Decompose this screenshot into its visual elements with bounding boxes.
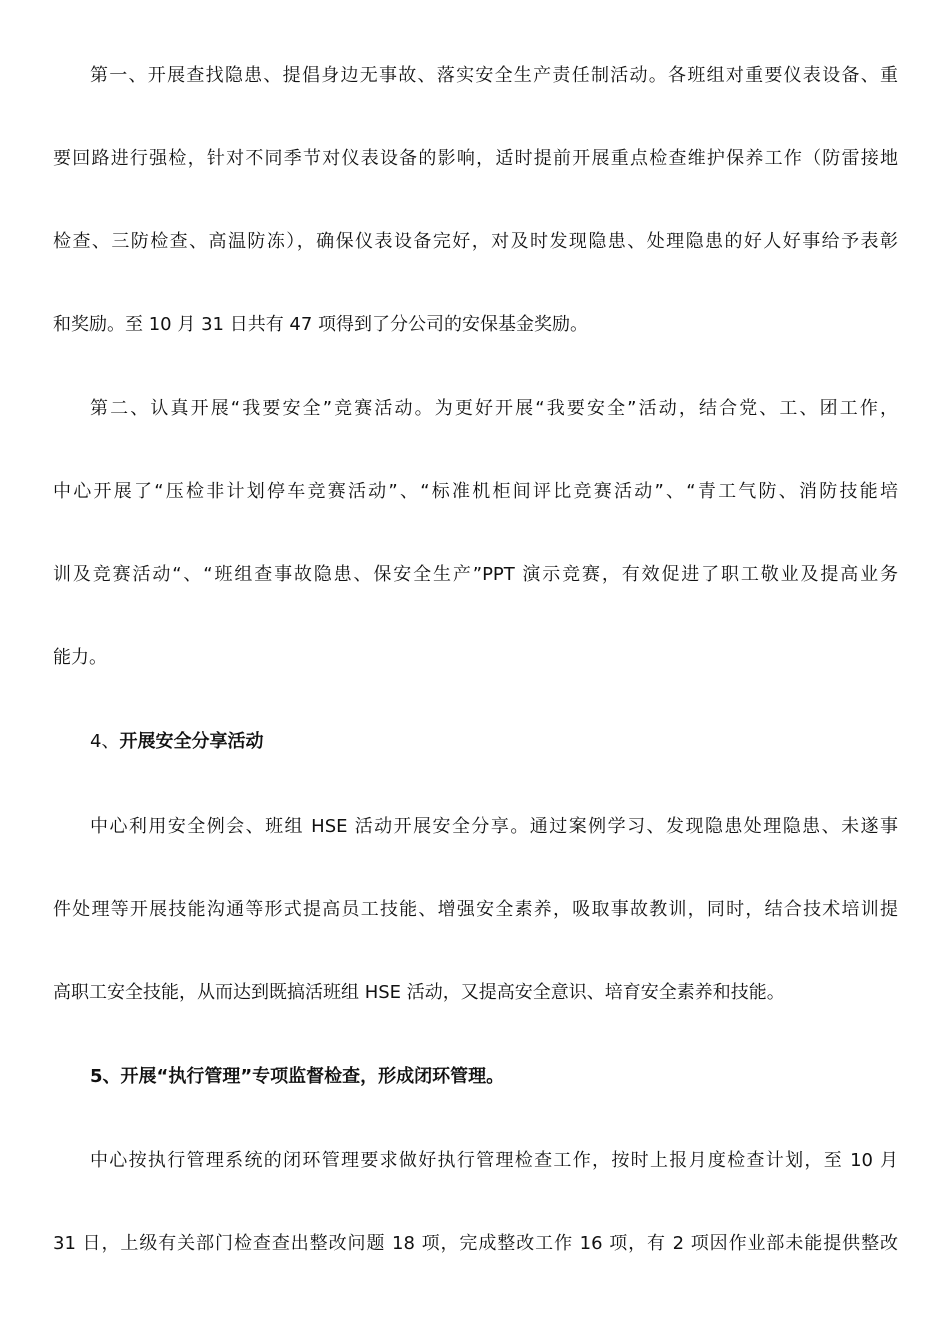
paragraph-1-line-2: 要回路进行强检，针对不同季节对仪表设备的影响，适时提前开展重点检查维护保养工作（防雷接地	[53, 148, 898, 169]
paragraph-3-line-2: 件处理等开展技能沟通等形式提高员工技能、增强安全素养，吸取事故教训，同时，结合技术培训提	[53, 899, 898, 920]
paragraph-1-line-1: 第一、开展查找隐患、提倡身边无事故、落实安全生产责任制活动。各班组对重要仪表设备、重	[90, 65, 898, 86]
paragraph-4-line-2: 31 日，上级有关部门检查查出整改问题 18 项，完成整改工作 16 项，有 2 项因作业部未能提供整改	[53, 1233, 898, 1254]
paragraph-4-line-1: 中心按执行管理系统的闭环管理要求做好执行管理检查工作，按时上报月度检查计划，至 10 月	[90, 1150, 898, 1171]
paragraph-2-line-3: 训及竞赛活动“、“班组查事故隐患、保安全生产”PPT 演示竞赛，有效促进了职工敬业及提高业务	[53, 564, 898, 585]
section-heading-4-title: 开展安全分享活动	[119, 731, 264, 752]
section-heading-4-number: 4、	[90, 731, 120, 752]
paragraph-2-line-1: 第二、认真开展“我要安全”竞赛活动。为更好开展“我要安全”活动，结合党、工、团工作，	[90, 398, 898, 419]
section-heading-5: 5、开展“执行管理”专项监督检查，形成闭环管理。	[90, 1066, 505, 1087]
paragraph-2-line-4: 能力。	[53, 647, 107, 668]
section-heading-4	[90, 730, 898, 754]
paragraph-2-line-2: 中心开展了“压检非计划停车竞赛活动”、“标准机柜间评比竞赛活动”、“青工气防、消防技能培	[53, 481, 898, 502]
paragraph-1-line-3: 检查、三防检查、高温防冻），确保仪表设备完好，对及时发现隐患、处理隐患的好人好事给予表彰	[53, 231, 898, 252]
paragraph-1-line-4: 和奖励。至 10 月 31 日共有 47 项得到了分公司的安保基金奖励。	[53, 314, 589, 335]
paragraph-3-line-1: 中心利用安全例会、班组 HSE 活动开展安全分享。通过案例学习、发现隐患处理隐患、未遂事	[90, 816, 898, 837]
paragraph-3-line-3: 高职工安全技能，从而达到既搞活班组 HSE 活动，又提高安全意识、培育安全素养和技能。	[53, 982, 785, 1003]
